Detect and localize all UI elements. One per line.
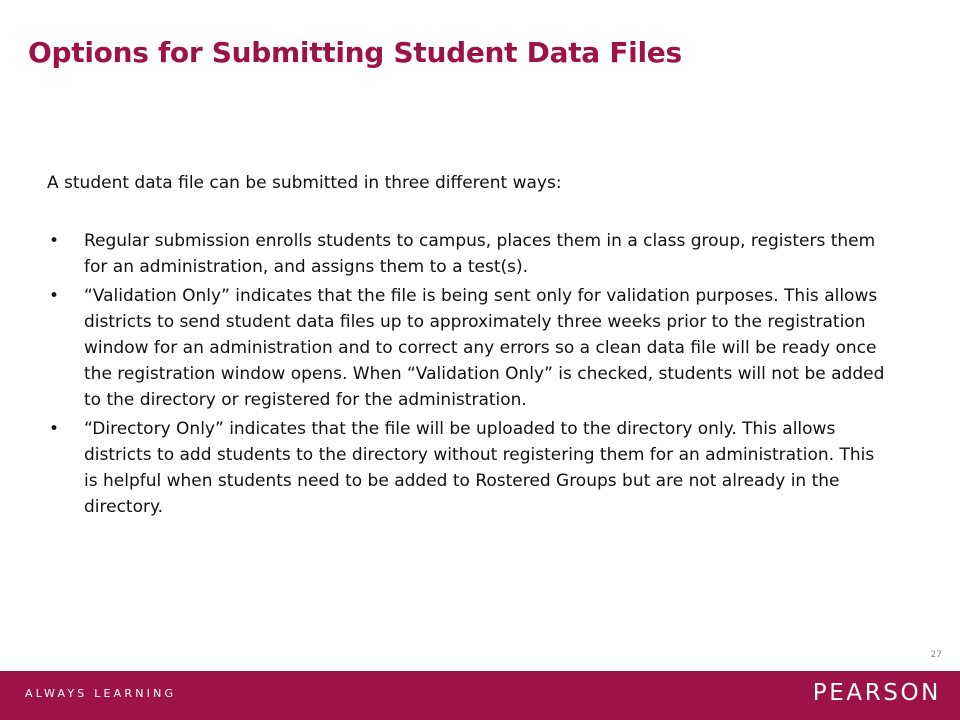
bullet-list <box>47 228 885 520</box>
bullet-text: “Validation Only” indicates that the file is being sent only for validation purposes. This allows districts to send student data files up to approximately three weeks prior to the registration window for an administration and to correct any errors so a clean data file will be ready once the registration window opens. When “Validation Only” is checked, students will not be added to the directory or registered for the administration. <box>84 286 885 410</box>
bullet-text: Regular submission enrolls students to campus, places them in a class group, registers them for an administration, and assigns them to a test(s). <box>84 231 876 277</box>
page-number: 27 <box>930 650 942 660</box>
intro-text: A student data file can be submitted in three different ways: <box>47 173 562 193</box>
bullet-item-validation-only <box>47 283 885 413</box>
bullet-marker: • <box>49 231 60 251</box>
slide-title: Options for Submitting Student Data Files <box>28 36 682 69</box>
pearson-logo: PEARSON <box>812 680 941 706</box>
footer-bar <box>0 671 960 720</box>
slide-body <box>47 170 885 523</box>
bullet-marker: • <box>49 286 60 306</box>
bullet-text: “Directory Only” indicates that the file will be uploaded to the directory only. This allows districts to add students to the directory without registering them for an administration. This is helpful when students need to be added to Rostered Groups but are not already in the directory. <box>84 419 875 517</box>
bullet-item-directory-only <box>47 416 885 520</box>
footer-tagline: ALWAYS LEARNING <box>25 687 177 700</box>
bullet-marker: • <box>49 419 60 439</box>
bullet-item-regular-submission <box>47 228 885 280</box>
